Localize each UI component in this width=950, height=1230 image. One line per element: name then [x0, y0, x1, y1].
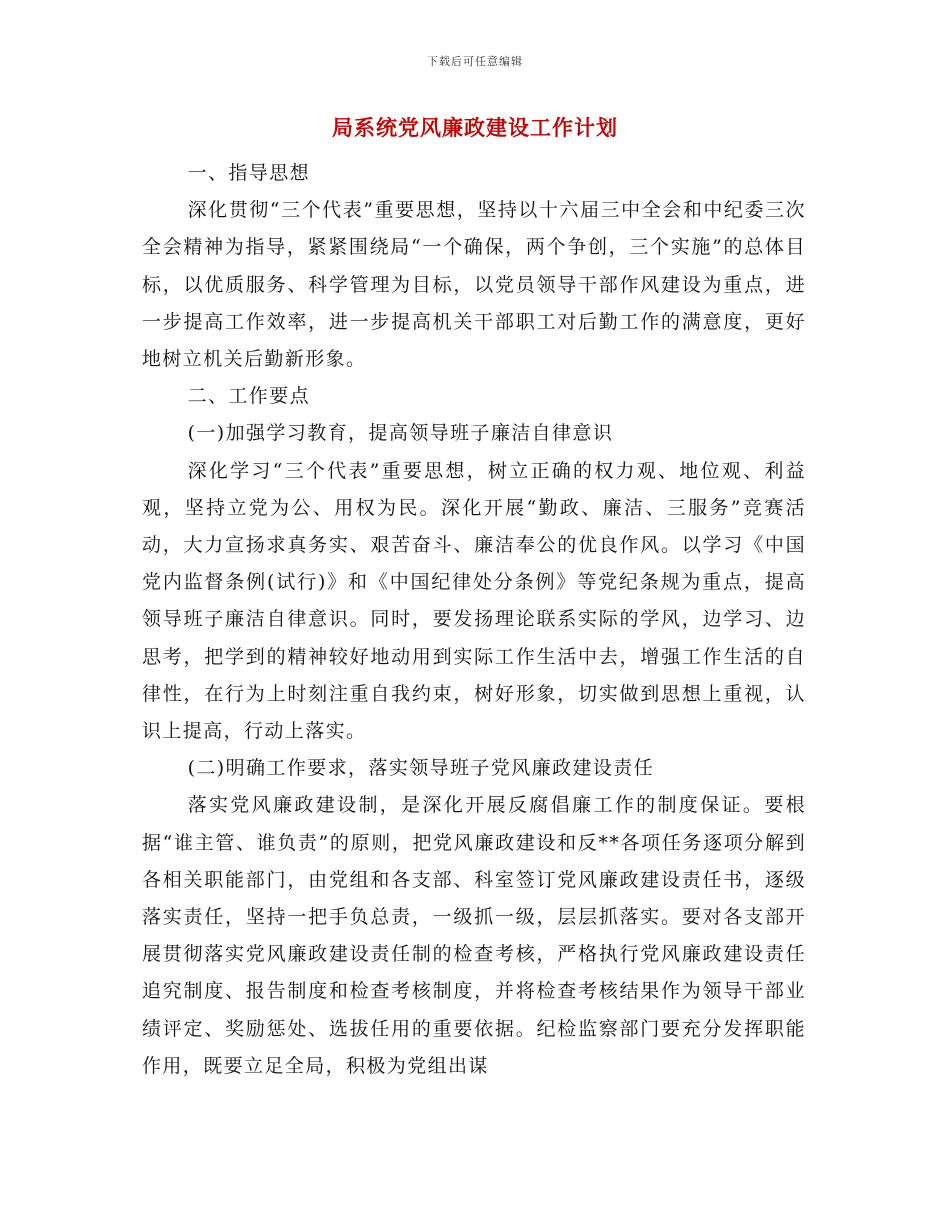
section-heading-work-points: 二、工作要点	[187, 385, 310, 408]
document-body	[142, 155, 806, 1085]
header-note: 下载后可任意编辑	[427, 55, 523, 68]
paragraph-responsibility: 落实党风廉政建设制，是深化开展反腐倡廉工作的制度保证。要根据“谁主管、谁负责”的原则，把党风廉政建设和反**各项任务逐项分解到各相关职能部门，由党组和各支部、科室签订党风廉政建设责任书，逐级落实责任，坚持一把手负总责，一级抓一级，层层抓落实。要对各支部开展贯彻落实党风廉政建设责任制的检查考核，严格执行党风廉政建设责任追究制度、报告制度和检查考核制度，并将检查考核结果作为领导干部业绩评定、奖励惩处、选拔任用的重要依据。纪检监察部门要充分发挥职能作用，既要立足全局，积极为党组出谋	[142, 794, 806, 1077]
section-heading-guiding-ideology: 一、指导思想	[187, 162, 310, 184]
subheading-responsibility: (二)明确工作要求，落实领导班子党风廉政建设责任	[187, 757, 655, 780]
paragraph-study-education: 深化学习“三个代表”重要思想，树立正确的权力观、地位观、利益观，坚持立党为公、用权为民。深化开展“勤政、廉洁、三服务”竞赛活动，大力宣扬求真务实、艰苦奋斗、廉洁奉公的优良作风。以学习《中国党内监督条例(试行)》和《中国纪律处分条例》等党纪条规为重点，提高领导班子廉洁自律意识。同时，要发扬理论联系实际的学风，边学习、边思考，把学到的精神较好地动用到实际工作生活中去，增强工作生活的自律性，在行为上时刻注重自我约束，树好形象，切实做到思想上重视，认识上提高，行动上落实。	[142, 459, 806, 743]
subheading-study-education: (一)加强学习教育，提高领导班子廉洁自律意识	[187, 422, 614, 445]
paragraph-guiding-ideology: 深化贯彻“三个代表”重要思想，坚持以十六届三中全会和中纪委三次全会精神为指导，紧紧围绕局“一个确保，两个争创，三个实施”的总体目标，以优质服务、科学管理为目标，以党员领导干部作风建设为重点，进一步提高工作效率，进一步提高机关干部职工对后勤工作的满意度，更好地树立机关后勤新形象。	[142, 199, 806, 371]
document-title: 局系统党风廉政建设工作计划	[332, 116, 618, 140]
